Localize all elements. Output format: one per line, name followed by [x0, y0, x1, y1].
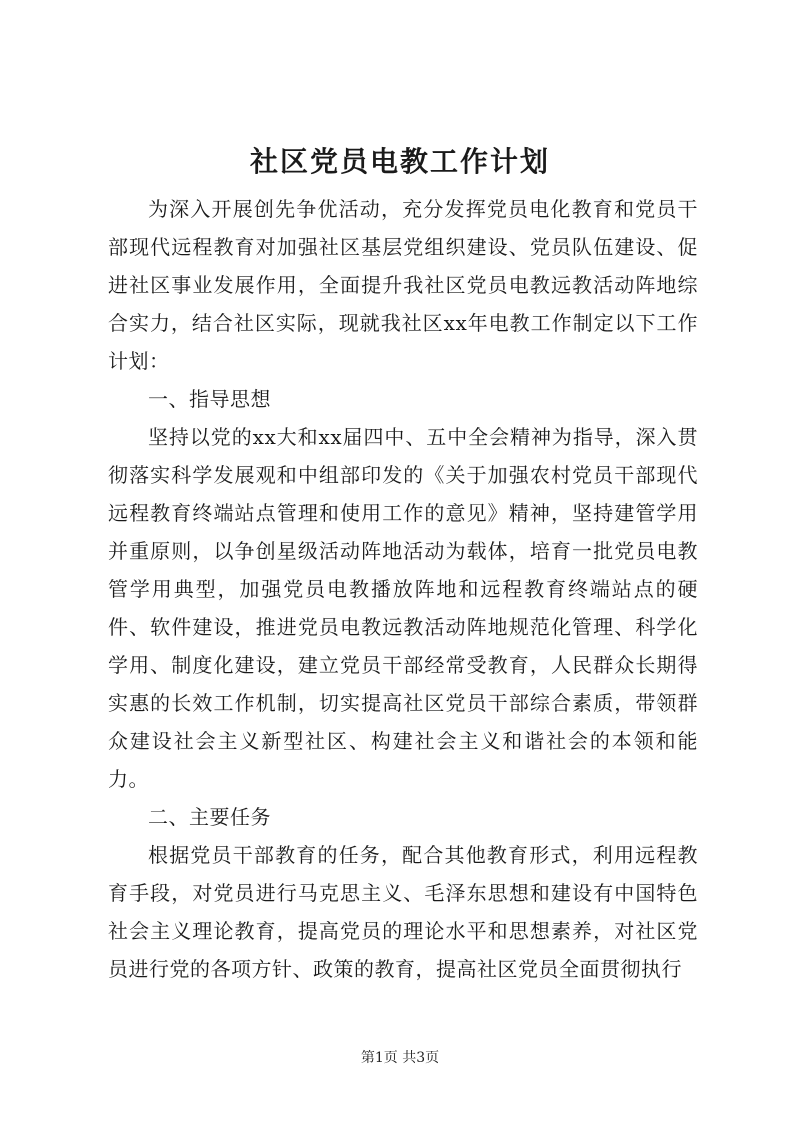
document-body: [108, 190, 698, 988]
intro-paragraph: 为深入开展创先争优活动，充分发挥党员电化教育和党员干部现代远程教育对加强社区基层党组织建设、党员队伍建设、促进社区事业发展作用，全面提升我社区党员电教远教活动阵地综合实力，结合社区实际，现就我社区xx年电教工作制定以下工作计划：: [108, 197, 698, 373]
section-heading-guiding-thought: 一、指导思想: [148, 387, 271, 411]
section-heading-main-tasks: 二、主要任务: [148, 805, 271, 829]
document-title: 社区党员电教工作计划: [249, 145, 550, 178]
page-number: 第1页 共3页: [360, 1050, 440, 1066]
main-tasks-paragraph: 根据党员干部教育的任务，配合其他教育形式，利用远程教育手段，对党员进行马克思主义、毛泽东思想和建设有中国特色社会主义理论教育，提高党员的理论水平和思想素养，对社区党员进行党的各项方针、政策的教育，提高社区党员全面贯彻执行: [108, 843, 698, 981]
guiding-thought-paragraph: 坚持以党的xx大和xx届四中、五中全会精神为指导，深入贯彻落实科学发展观和中组部印发的《关于加强农村党员干部现代远程教育终端站点管理和使用工作的意见》精神，坚持建管学用并重原则，以争创星级活动阵地活动为载体，培育一批党员电教管学用典型，加强党员电教播放阵地和远程教育终端站点的硬件、软件建设，推进党员电教远教活动阵地规范化管理、科学化学用、制度化建设，建立党员干部经常受教育，人民群众长期得实惠的长效工作机制，切实提高社区党员干部综合素质，带领群众建设社会主义新型社区、构建社会主义和谐社会的本领和能力。: [108, 425, 698, 791]
